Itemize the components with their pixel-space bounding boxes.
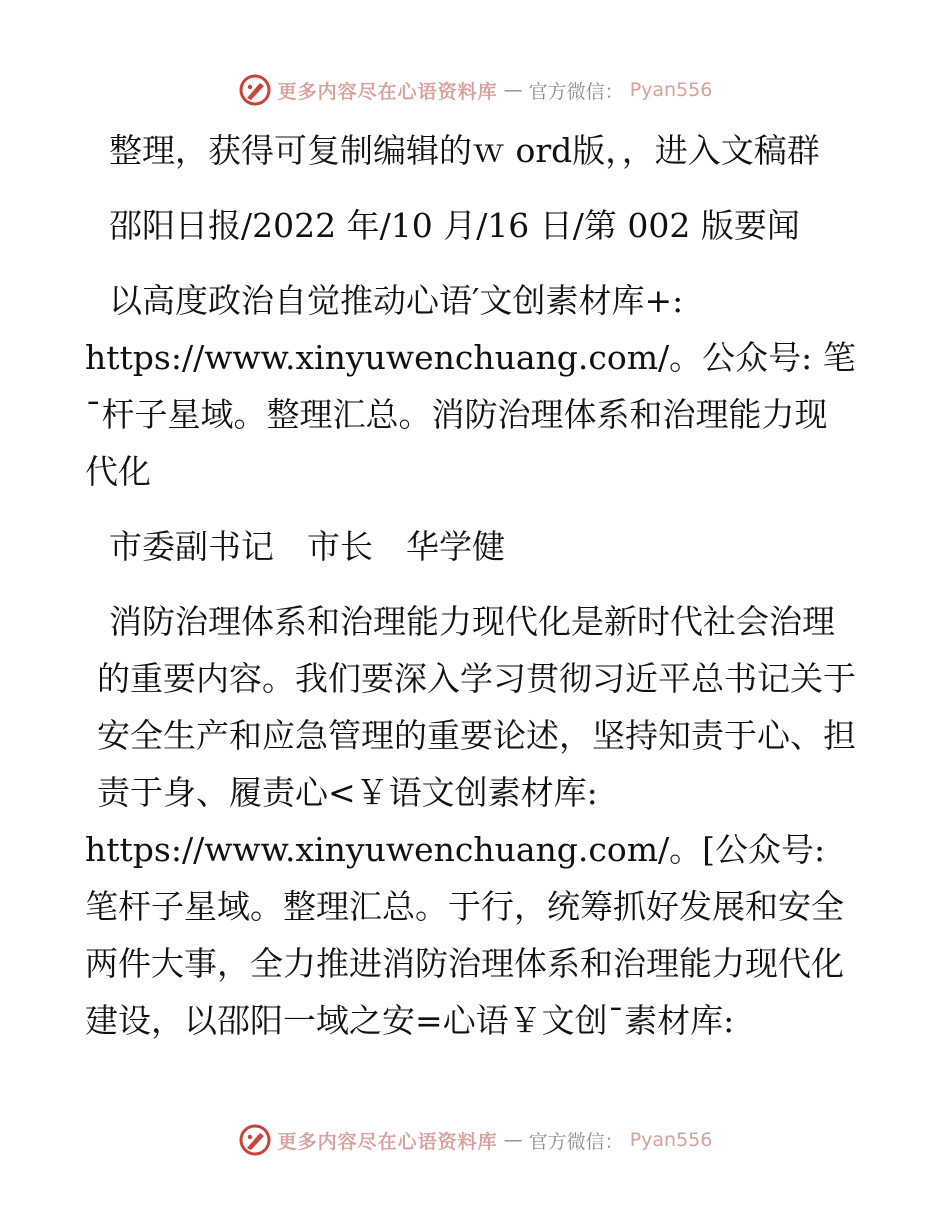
- title-url-text: https://www.xinyuwenchuang.com/。公众号: 笔¯杆子星域。整理汇总。消防治理体系和治理能力现代化: [85, 338, 856, 491]
- article-title-paragraph: [85, 272, 857, 500]
- author-line: 市委副书记 市长 华学健: [109, 527, 505, 566]
- watermark-header: [0, 70, 950, 110]
- watermark-footer: [0, 1120, 950, 1160]
- watermark-label: 官方微信：: [528, 1130, 624, 1153]
- body-paragraph: [85, 593, 857, 1049]
- document-body: [85, 122, 857, 1067]
- watermark-text: 更多内容尽在心语资料库: [277, 1130, 498, 1153]
- watermark-text: 更多内容尽在心语资料库: [277, 80, 498, 103]
- intro-paragraph: 整理，获得可复制编辑的ｗ ord版，，进入文稿群: [109, 131, 820, 170]
- source-line: 邵阳日报/2022 年/10 月/16 日/第 002 版要闻: [109, 206, 800, 245]
- body-url-text: https://www.xinyuwenchuang.com/。[公众号: 笔杆子星域。整理汇总。于行，统筹抓好发展和安全两件大事，全力推进消防治理体系和治理能力现代化建设，以邵阳一域之安=心语￥文创¯素材库:: [85, 830, 844, 1040]
- watermark-dash: —: [503, 79, 523, 101]
- watermark-dash: —: [503, 1129, 523, 1151]
- pen-circle-logo-icon: [238, 73, 272, 107]
- pen-circle-logo-icon: [238, 1123, 272, 1157]
- body-lead: 消防治理体系和治理能力现代化是新时代社会治理的重要内容。我们要深入学习贯彻习近平总书记关于安全生产和应急管理的重要论述，坚持知责于心、担责于身、履责心<￥语文创素材库:: [97, 602, 856, 812]
- title-lead: 以高度政治自觉推动心语′文创素材库+:: [109, 281, 684, 320]
- watermark-account: Pyan556: [629, 1129, 713, 1151]
- watermark-label: 官方微信：: [528, 80, 624, 103]
- watermark-account: Pyan556: [629, 79, 713, 101]
